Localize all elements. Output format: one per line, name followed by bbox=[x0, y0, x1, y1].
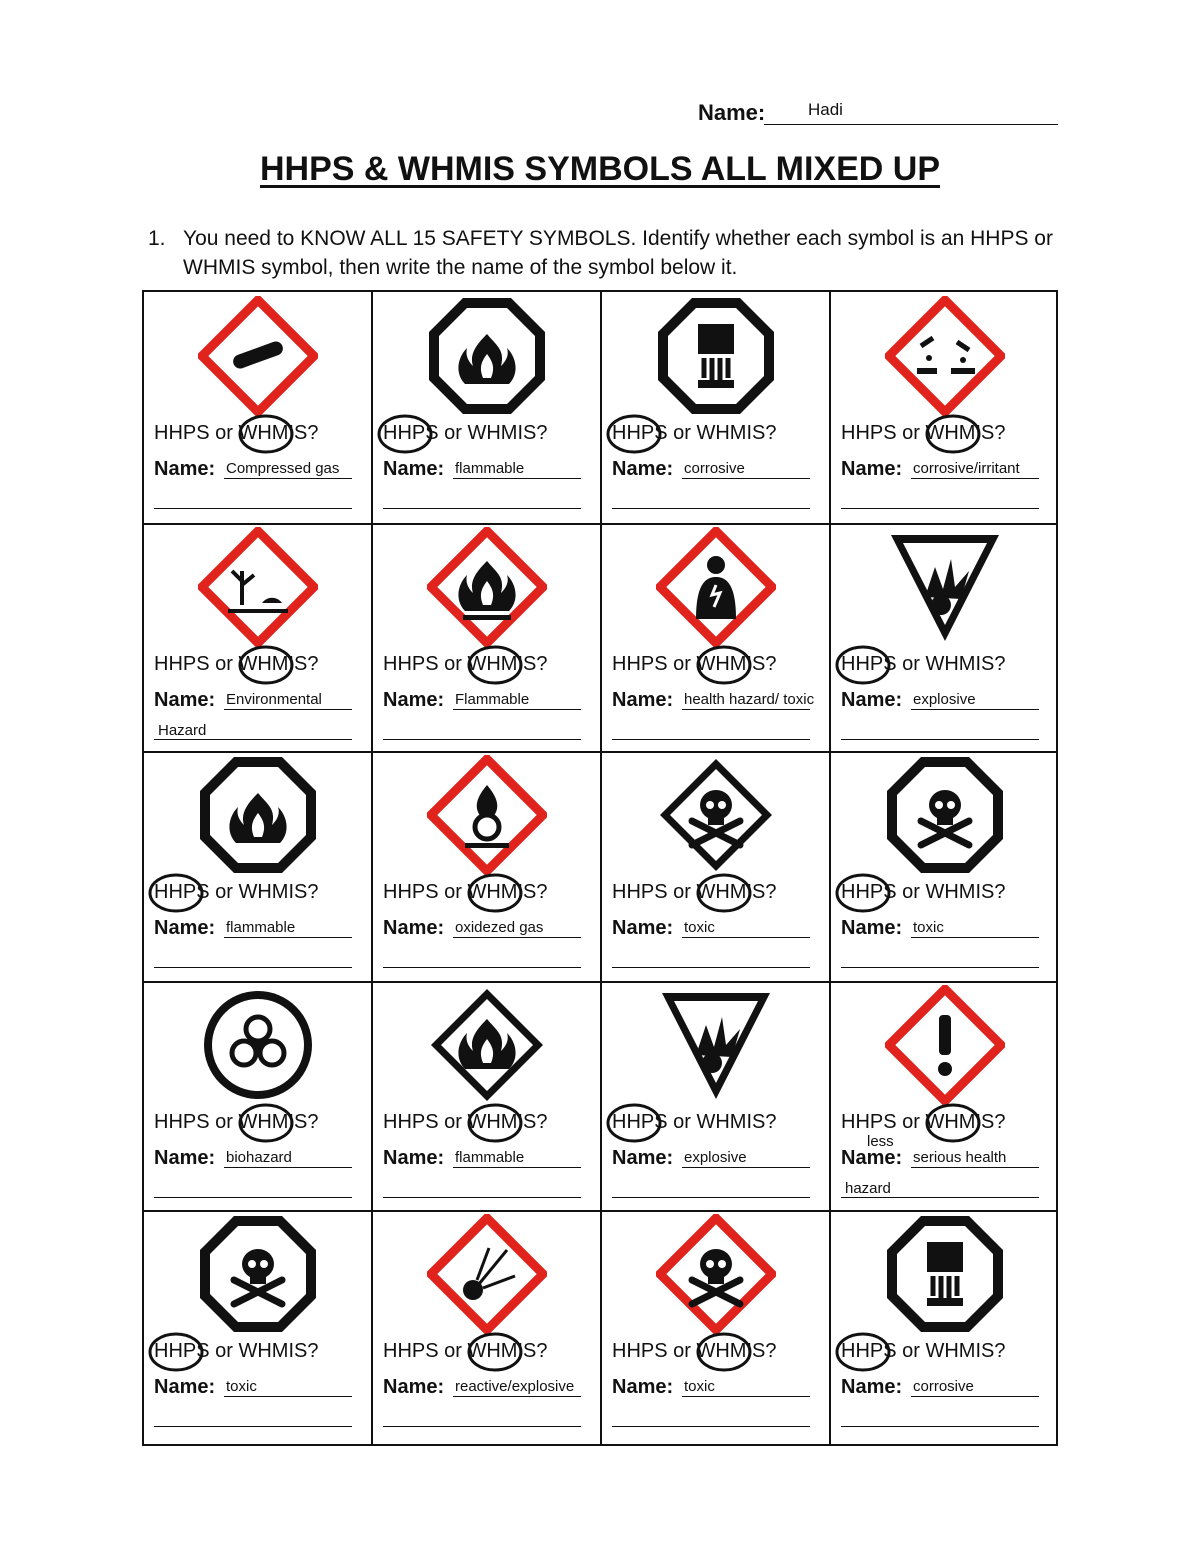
symbol-cell bbox=[602, 525, 831, 756]
symbol-cell bbox=[144, 983, 373, 1214]
name-label: Name: bbox=[383, 1147, 445, 1169]
handwritten-answer: biohazard bbox=[226, 1149, 292, 1166]
name-label: Name: bbox=[841, 689, 903, 711]
name-label: Name: bbox=[841, 1147, 903, 1169]
answer-line-2 bbox=[154, 1197, 352, 1198]
answer-line bbox=[224, 1167, 352, 1168]
answer-line bbox=[911, 478, 1039, 479]
answer-line-2 bbox=[154, 508, 352, 509]
biohazard-circle-icon bbox=[198, 985, 318, 1105]
worksheet-title: HHPS & WHMIS SYMBOLS ALL MIXED UP bbox=[259, 150, 941, 188]
name-label: Name: bbox=[612, 917, 674, 939]
skull-diamond-icon bbox=[656, 755, 776, 875]
symbol-cell bbox=[373, 294, 602, 525]
answer-line-2 bbox=[612, 1426, 810, 1427]
answer-line bbox=[224, 478, 352, 479]
student-name: Hadi bbox=[808, 100, 843, 119]
name-label: Name: bbox=[154, 1376, 216, 1398]
flame-black-diamond-icon bbox=[427, 985, 547, 1105]
handwritten-answer: Flammable bbox=[455, 691, 530, 708]
symbol-cell bbox=[831, 753, 1060, 984]
name-label: Name: bbox=[383, 689, 445, 711]
question-text: HHPS or WHMIS? bbox=[383, 422, 548, 444]
exclamation-diamond-icon bbox=[885, 985, 1005, 1105]
handwritten-answer: reactive/explosive bbox=[455, 1378, 575, 1395]
answer-line-2 bbox=[841, 508, 1039, 509]
answer-line-2 bbox=[383, 508, 581, 509]
answer-line-2 bbox=[383, 967, 581, 968]
answer-line bbox=[682, 478, 810, 479]
skull-red-diamond-icon bbox=[656, 1214, 776, 1334]
symbol-cell bbox=[602, 753, 831, 984]
question-text: HHPS or WHMIS? bbox=[383, 653, 548, 675]
symbol-cell bbox=[144, 294, 373, 525]
symbol-cell bbox=[831, 294, 1060, 525]
answer-line bbox=[224, 937, 352, 938]
oxidizer-diamond-icon bbox=[427, 755, 547, 875]
question-text: HHPS or WHMIS? bbox=[841, 1340, 1006, 1362]
health-hazard-diamond-icon bbox=[656, 527, 776, 647]
answer-line bbox=[224, 709, 352, 710]
answer-line-2 bbox=[841, 1197, 1039, 1198]
name-underline bbox=[764, 124, 1058, 125]
answer-line-2 bbox=[383, 1426, 581, 1427]
name-label: Name: bbox=[383, 1376, 445, 1398]
question-text: HHPS or WHMIS? bbox=[612, 1111, 777, 1133]
question-text: HHPS or WHMIS? bbox=[154, 422, 319, 444]
answer-line bbox=[682, 937, 810, 938]
name-label: Name: bbox=[612, 1147, 674, 1169]
question-text: HHPS or WHMIS? bbox=[612, 881, 777, 903]
name-label: Name: bbox=[154, 689, 216, 711]
question-text: HHPS or WHMIS? bbox=[154, 653, 319, 675]
handwritten-answer: Environmental bbox=[226, 691, 322, 708]
answer-line-2 bbox=[841, 967, 1039, 968]
question-text: HHPS or WHMIS? bbox=[383, 1340, 548, 1362]
flame-octagon-icon bbox=[198, 755, 318, 875]
symbol-cell bbox=[144, 753, 373, 984]
name-label: Name: bbox=[154, 458, 216, 480]
answer-line-2 bbox=[612, 1197, 810, 1198]
answer-line bbox=[453, 1396, 581, 1397]
handwritten-answer-above: less bbox=[867, 1133, 894, 1150]
answer-line-2 bbox=[383, 1197, 581, 1198]
handwritten-answer: corrosive bbox=[913, 1378, 974, 1395]
handwritten-answer: toxic bbox=[684, 919, 715, 936]
explosive-triangle-icon bbox=[656, 985, 776, 1105]
environment-diamond-icon bbox=[198, 527, 318, 647]
question-text: HHPS or WHMIS? bbox=[612, 653, 777, 675]
symbol-cell bbox=[831, 1212, 1060, 1443]
handwritten-answer: toxic bbox=[684, 1378, 715, 1395]
question-text: HHPS or WHMIS? bbox=[841, 881, 1006, 903]
symbol-cell bbox=[373, 1212, 602, 1443]
symbol-cell bbox=[144, 1212, 373, 1443]
question-text: HHPS or WHMIS? bbox=[154, 881, 319, 903]
answer-line-2 bbox=[841, 739, 1039, 740]
question-text: HHPS or WHMIS? bbox=[383, 881, 548, 903]
instruction-number: 1. bbox=[148, 227, 166, 250]
question-text: HHPS or WHMIS? bbox=[383, 1111, 548, 1133]
handwritten-answer: corrosive/irritant bbox=[913, 460, 1020, 477]
flame-diamond-icon bbox=[427, 527, 547, 647]
handwritten-answer: flammable bbox=[455, 460, 525, 477]
corrosion-octagon-icon bbox=[885, 1214, 1005, 1334]
answer-line-2 bbox=[612, 508, 810, 509]
answer-line-2 bbox=[612, 967, 810, 968]
symbol-cell bbox=[602, 294, 831, 525]
name-label: Name: bbox=[612, 458, 674, 480]
skull-octagon-icon bbox=[885, 755, 1005, 875]
handwritten-answer: serious health bbox=[913, 1149, 1007, 1166]
symbol-cell bbox=[602, 1212, 831, 1443]
name-label: Name: bbox=[154, 917, 216, 939]
answer-line-2 bbox=[154, 739, 352, 740]
name-label: Name: bbox=[841, 917, 903, 939]
name-label: Name: bbox=[383, 917, 445, 939]
answer-line bbox=[453, 709, 581, 710]
answer-line bbox=[453, 937, 581, 938]
symbol-cell bbox=[373, 983, 602, 1214]
corrosion-diamond-icon bbox=[885, 296, 1005, 416]
handwritten-answer: toxic bbox=[913, 919, 944, 936]
question-text: HHPS or WHMIS? bbox=[612, 422, 777, 444]
symbol-cell bbox=[831, 525, 1060, 756]
name-label: Name: bbox=[841, 458, 903, 480]
skull-octagon-icon bbox=[198, 1214, 318, 1334]
name-label: Name: bbox=[841, 1376, 903, 1398]
handwritten-answer: Compressed gas bbox=[226, 460, 340, 477]
question-text: HHPS or WHMIS? bbox=[154, 1111, 319, 1133]
handwritten-answer: oxidezed gas bbox=[455, 919, 544, 936]
handwritten-answer: flammable bbox=[226, 919, 296, 936]
student-name-line bbox=[698, 100, 843, 126]
answer-line bbox=[453, 478, 581, 479]
question-text: HHPS or WHMIS? bbox=[154, 1340, 319, 1362]
corrosion-octagon-icon bbox=[656, 296, 776, 416]
name-label: Name: bbox=[698, 100, 766, 125]
answer-line bbox=[911, 1167, 1039, 1168]
answer-line bbox=[682, 1167, 810, 1168]
symbol-grid bbox=[142, 290, 1058, 1446]
gas-cylinder-icon bbox=[198, 296, 318, 416]
instruction-text: You need to KNOW ALL 15 SAFETY SYMBOLS. Identify whether each symbol is an HHPS or WHMIS symbol, then write the name of the symbol below it. bbox=[183, 227, 1053, 279]
name-label: Name: bbox=[612, 1376, 674, 1398]
question-text: HHPS or WHMIS? bbox=[841, 653, 1006, 675]
answer-line bbox=[911, 1396, 1039, 1397]
answer-line bbox=[911, 937, 1039, 938]
handwritten-answer-2: Hazard bbox=[158, 722, 207, 739]
question-text: HHPS or WHMIS? bbox=[841, 422, 1006, 444]
answer-line bbox=[682, 1396, 810, 1397]
name-label: Name: bbox=[383, 458, 445, 480]
symbol-cell bbox=[373, 753, 602, 984]
name-label: Name: bbox=[612, 689, 674, 711]
symbol-cell bbox=[144, 525, 373, 756]
symbol-cell bbox=[831, 983, 1060, 1214]
flame-octagon-icon bbox=[427, 296, 547, 416]
answer-line bbox=[911, 709, 1039, 710]
answer-line-2 bbox=[612, 739, 810, 740]
exploding-bomb-diamond-icon bbox=[427, 1214, 547, 1334]
answer-line-2 bbox=[383, 739, 581, 740]
handwritten-answer: explosive bbox=[684, 1149, 747, 1166]
handwritten-answer: health hazard/ toxic bbox=[684, 691, 815, 708]
answer-line-2 bbox=[841, 1426, 1039, 1427]
explosive-triangle-icon bbox=[885, 527, 1005, 647]
answer-line-2 bbox=[154, 1426, 352, 1427]
symbol-cell bbox=[373, 525, 602, 756]
handwritten-answer: flammable bbox=[455, 1149, 525, 1166]
question-text: HHPS or WHMIS? bbox=[612, 1340, 777, 1362]
handwritten-answer: explosive bbox=[913, 691, 976, 708]
symbol-cell bbox=[602, 983, 831, 1214]
question-text: HHPS or WHMIS? bbox=[841, 1111, 1006, 1133]
name-label: Name: bbox=[154, 1147, 216, 1169]
answer-line bbox=[682, 709, 810, 710]
answer-line bbox=[453, 1167, 581, 1168]
handwritten-answer: corrosive bbox=[684, 460, 745, 477]
handwritten-answer-2: hazard bbox=[845, 1180, 891, 1197]
instruction bbox=[148, 224, 1078, 282]
answer-line bbox=[224, 1396, 352, 1397]
answer-line-2 bbox=[154, 967, 352, 968]
handwritten-answer: toxic bbox=[226, 1378, 257, 1395]
